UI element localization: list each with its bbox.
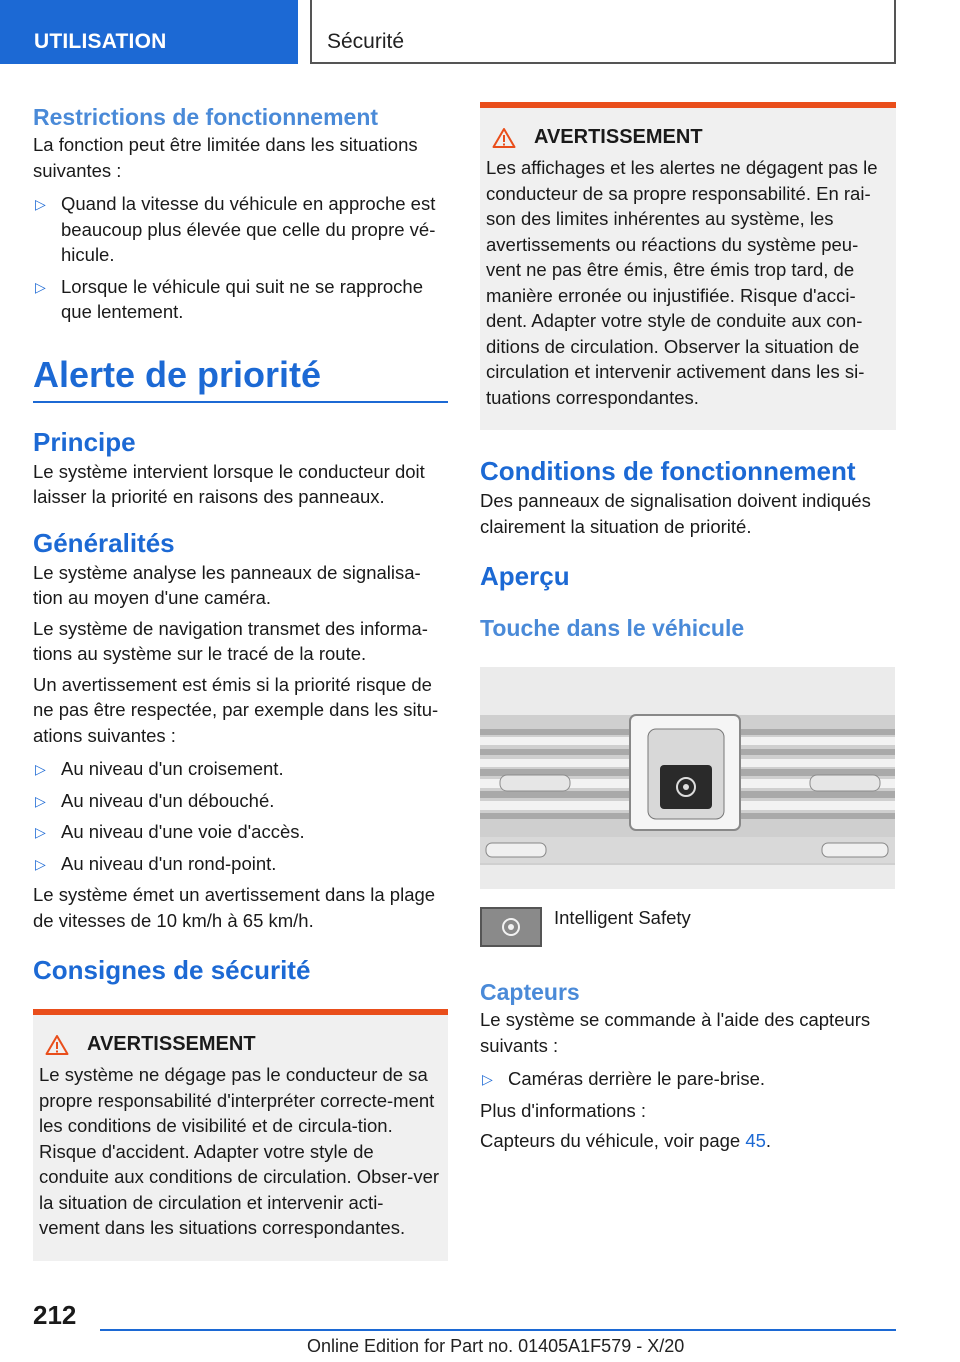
restrictions-list <box>33 191 448 325</box>
triangle-bullet-icon: ▷ <box>482 1071 493 1087</box>
triangle-bullet-icon: ▷ <box>35 855 46 872</box>
generalites-p1: Le système analyse les panneaux de signalisa‐tion au moyen d'une caméra. <box>33 561 421 608</box>
subsection-title: Sécurité <box>327 30 405 53</box>
triangle-bullet-icon: ▷ <box>35 824 46 840</box>
generalites-heading: Généralités <box>33 527 175 558</box>
page-link[interactable]: 45 <box>745 1130 766 1151</box>
right-column <box>480 100 896 1159</box>
warning-text: Le système ne dégage pas le conducteur de sa propre responsabilité d'interpréter correcte‐ment les conditions de visibilité et de circula‐tion. Risque d'accident. Adapter votre style de conduite aux conditions de circulation. Obser‐ver la situation de circulation et intervenir acti‐vement dans les situations correspondantes. <box>39 1064 440 1238</box>
plus-info: Plus d'informations : <box>480 1099 646 1121</box>
restrictions-intro: La fonction peut être limitée dans les situations suivantes : <box>33 134 418 181</box>
conditions-heading: Conditions de fonctionnement <box>480 456 856 486</box>
warning-title <box>486 126 890 149</box>
triangle-bullet-icon: ▷ <box>35 196 46 212</box>
triangle-bullet-icon: ▷ <box>35 278 46 295</box>
vehicle-button-photo <box>480 667 895 889</box>
capteurs-heading: Capteurs <box>480 979 580 1005</box>
apercu-heading: Aperçu <box>480 561 570 591</box>
warning-triangle-icon <box>45 1034 69 1056</box>
edition-text: Online Edition for Part no. 01405A1F579 - X/20 <box>307 1336 685 1356</box>
warning-box <box>33 1009 448 1261</box>
list-item: ▷ Au niveau d'un croisement. <box>33 756 448 782</box>
section-title: UTILISATION <box>34 30 167 53</box>
list-item: ▷ Lorsque le véhicule qui suit ne se rapproche que lentement. <box>35 275 424 322</box>
touche-heading: Touche dans le véhicule <box>480 615 745 641</box>
principe-text: Le système intervient lorsque le conducteur doit laisser la priorité en raisons des panneaux. <box>33 460 425 507</box>
button-label: Intelligent Safety <box>554 907 691 928</box>
generalites-list <box>33 756 448 876</box>
conditions-text: Des panneaux de signalisation doivent indiqués clairement la situation de priorité. <box>480 490 871 537</box>
principe-heading: Principe <box>33 426 136 457</box>
footer-rule <box>100 1329 896 1331</box>
page-number: 212 <box>33 1300 77 1330</box>
subsection-tab <box>310 0 896 64</box>
generalites-p2: Le système de navigation transmet des informa‐tions au système sur le tracé de la route. <box>33 617 428 664</box>
reference: Capteurs du véhicule, voir page 45. <box>480 1130 772 1151</box>
generalites-p4: Le système émet un avertissement dans la plage de vitesses de 10 km/h à 65 km/h. <box>33 884 436 931</box>
warning-text: Les affichages et les alertes ne dégagent pas le conducteur de sa propre responsabilité. En rai‐son des limites inhérentes au système, les avertissements ou réactions du système peu‐vent ne pas être émis, être émis trop tard, de manière erronée ou injustifiée. Risque d'acci‐dent. Adapter votre style de conduite aux con‐ditions de circulation. Observer la situation de circulation et intervenir activement dans les si‐tuations correspondantes. <box>486 157 878 408</box>
triangle-bullet-icon: ▷ <box>35 761 46 777</box>
alerte-heading: Alerte de priorité <box>33 353 322 395</box>
warning-box <box>480 102 896 430</box>
air-vent-illustration <box>480 667 895 889</box>
consignes-heading: Consignes de sécurité <box>33 955 311 985</box>
capteurs-text: Le système se commande à l'aide des capteurs suivants : <box>480 1009 871 1056</box>
capteurs-list <box>480 1066 896 1092</box>
intelligent-safety-icon <box>480 907 542 947</box>
warning-triangle-icon <box>492 127 516 149</box>
left-column <box>33 100 448 1261</box>
warning-label: AVERTISSEMENT <box>534 126 703 148</box>
list-item: ▷ Au niveau d'un rond-point. <box>33 851 448 877</box>
list-item: ▷ Au niveau d'une voie d'accès. <box>33 819 448 845</box>
restrictions-heading: Restrictions de fonctionnement <box>33 104 379 130</box>
generalites-p3: Un avertissement est émis si la priorité risque de ne pas être respectée, par exemple dans les situ‐ations suivantes : <box>33 673 439 746</box>
triangle-bullet-icon: ▷ <box>35 792 46 809</box>
warning-label: AVERTISSEMENT <box>87 1033 256 1055</box>
warning-title <box>39 1033 442 1056</box>
list-item: ▷ Caméras derrière le pare-brise. <box>480 1066 896 1092</box>
button-legend <box>480 907 896 947</box>
section-tab <box>0 0 298 64</box>
list-item: ▷ Au niveau d'un débouché. <box>33 788 448 814</box>
heading-rule <box>33 401 448 403</box>
list-item: ▷ Quand la vitesse du véhicule en approche est beaucoup plus élevée que celle du propre vé‐hicule. <box>35 193 436 265</box>
